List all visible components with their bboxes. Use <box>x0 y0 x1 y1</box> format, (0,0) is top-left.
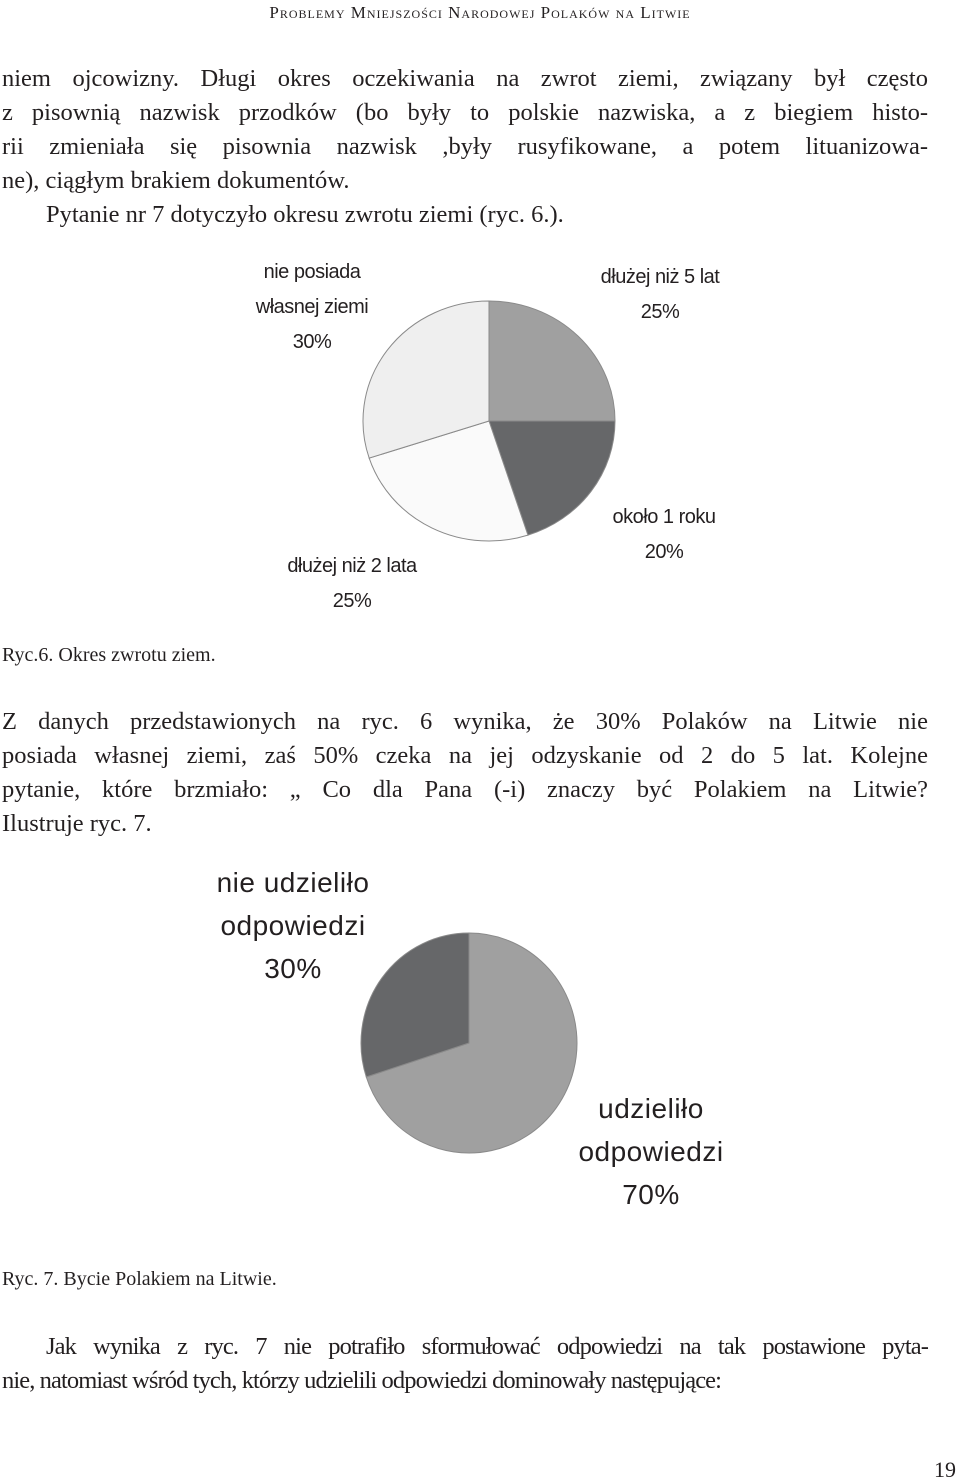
pie-slice-label: około 1 roku <box>612 506 716 528</box>
pie-slice-percent-label: 30% <box>264 953 322 984</box>
pie-slice-label: nie posiada <box>263 261 361 283</box>
pie-slice-label: odpowiedzi <box>220 910 366 941</box>
paragraph-1-line: ne), ciągłym brakiem dokumentów. <box>2 167 350 194</box>
paragraph-3-line: posiada własnej ziemi, zaś 50% czeka na jej odzyskanie od 2 do 5 lat. Kolejne <box>2 742 928 769</box>
figure-6-caption: Ryc.6. Okres zwrotu ziem. <box>2 644 216 666</box>
pie-slice-label: udzieliło <box>598 1093 704 1124</box>
running-head: Problemy Mniejszości Narodowej Polaków na Litwie <box>269 3 691 22</box>
paragraph-1-line: rii zmieniała się pisownia nazwisk ,były rusyfikowane, a potem lituanizowa- <box>2 133 928 160</box>
pie-slice-label: nie udzieliło <box>216 867 370 898</box>
paragraph-2: Pytanie nr 7 dotyczyło okresu zwrotu ziemi (ryc. 6.). <box>46 201 564 228</box>
paragraph-4-line: nie, natomiast wśród tych, którzy udzielili odpowiedzi dominowały następujące: <box>2 1367 722 1394</box>
pie-slice-label: odpowiedzi <box>578 1136 724 1167</box>
pie-slice-label: dłużej niż 2 lata <box>287 555 417 577</box>
pie-slice-percent-label: 70% <box>622 1179 680 1210</box>
pie-chart-okres-zwrotu <box>255 261 721 612</box>
pie-slice <box>489 301 615 421</box>
page-number: 19 <box>934 1457 956 1482</box>
paragraph-4 <box>2 1330 928 1398</box>
figure-7-caption: Ryc. 7. Bycie Polakiem na Litwie. <box>2 1268 277 1290</box>
pie-slice-percent-label: 25% <box>332 590 372 612</box>
pie-slice-percent-label: 25% <box>640 301 680 323</box>
pie-slice-percent-label: 20% <box>644 541 684 563</box>
paragraph-3 <box>2 705 928 841</box>
paragraph-1-line: z pisownią nazwisk przodków (bo były to polskie nazwiska, a z biegiem histo- <box>2 99 928 126</box>
pie-chart-bycie-polakiem <box>217 867 724 1210</box>
pie-slice-percent-label: 30% <box>292 331 332 353</box>
pie-slice-label: własnej ziemi <box>255 296 369 318</box>
paragraph-3-line: pytanie, które brzmiało: „ Co dla Pana (-i) znaczy być Polakiem na Litwie? <box>2 776 928 803</box>
paragraph-3-line: Z danych przedstawionych na ryc. 6 wynika, że 30% Polaków na Litwie nie <box>2 708 928 735</box>
paragraph-1-line: niem ojcowizny. Długi okres oczekiwania na zwrot ziemi, związany był często <box>2 65 928 92</box>
paragraph-4-line: Jak wynika z ryc. 7 nie potrafiło sformułować odpowiedzi na tak postawione pyta- <box>46 1333 928 1360</box>
pie-slice-label: dłużej niż 5 lat <box>600 266 720 288</box>
paragraph-3-line: Ilustruje ryc. 7. <box>2 810 152 837</box>
